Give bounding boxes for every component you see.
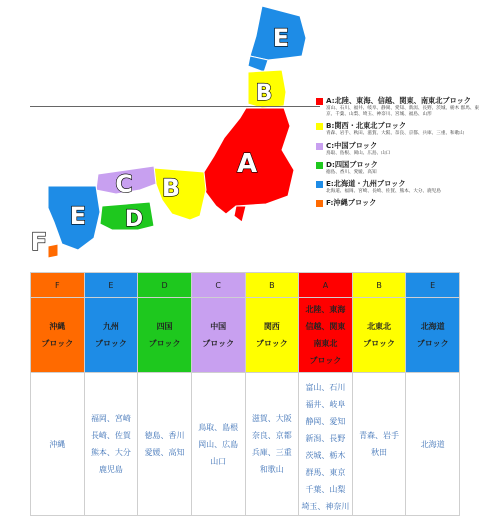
legend-swatch (316, 143, 323, 150)
prefecture-line: 奈良、京都 (251, 431, 292, 440)
table-cell-block-name (245, 298, 299, 373)
table-row-codes (31, 273, 460, 298)
legend-item-a (316, 96, 480, 118)
divider-line (30, 106, 320, 107)
prefecture-line: 滋賀、大阪 (251, 414, 292, 423)
table-cell-block-name (299, 298, 353, 373)
legend-item-f (316, 198, 480, 208)
legend-item-e (316, 179, 480, 195)
table-cell-code: B (352, 273, 406, 298)
prefecture-line: 鹿児島 (98, 465, 123, 474)
table-cell-block-name (31, 298, 85, 373)
okinawa-region (48, 244, 58, 258)
map-label-b-tohoku: B (255, 81, 273, 106)
prefecture-line: 富山、石川 (305, 383, 346, 392)
prefecture-line: 鳥取、島根 (198, 422, 239, 432)
table-cell-prefectures (84, 373, 138, 516)
block-name-line: ブロック (41, 339, 74, 348)
block-name-line: ブロック (202, 339, 235, 348)
prefecture-line: 福井、岐阜 (305, 400, 346, 409)
legend-prefectures: 鳥取、島根、岡山、広島、山口 (326, 150, 391, 156)
legend-swatch (316, 98, 323, 105)
table-cell-code: A (299, 273, 353, 298)
prefecture-line: 山口 (210, 456, 227, 466)
map-label-f: F (30, 228, 48, 256)
block-name-line: 信越、関東 (305, 322, 346, 331)
legend-swatch (316, 123, 323, 130)
map-label-d: D (124, 207, 144, 232)
table-cell-prefectures (138, 373, 192, 516)
block-name-line: 関西 (263, 322, 280, 331)
block-name-line: ブロック (309, 356, 342, 365)
prefecture-line: 福岡、宮崎 (90, 414, 131, 423)
block-name-line: 沖縄 (49, 322, 66, 331)
legend-title: E:北海道・九州ブロック (326, 179, 406, 189)
table-cell-block-name (84, 298, 138, 373)
prefecture-line: 群馬、東京 (305, 468, 346, 477)
region-legend (316, 96, 480, 211)
legend-swatch (316, 200, 323, 207)
map-label-e-hokkaido: E (272, 24, 290, 52)
prefecture-line: 岡山、広島 (198, 439, 239, 449)
legend-title: D:四国ブロック (326, 159, 378, 169)
block-name-line: ブロック (255, 339, 288, 348)
prefecture-line: 青森、岩手 (359, 431, 400, 440)
prefecture-line: 沖縄 (49, 439, 66, 449)
table-cell-code: B (245, 273, 299, 298)
block-name-line: 南東北 (313, 339, 338, 348)
table-cell-block-name (352, 298, 406, 373)
map-label-c: C (115, 170, 133, 198)
table-cell-prefectures (406, 373, 460, 516)
table-cell-prefectures (299, 373, 353, 516)
block-name-line: 北陸、東海 (305, 305, 346, 314)
prefecture-line: 熊本、大分 (90, 448, 131, 457)
table-cell-prefectures (31, 373, 85, 516)
table-cell-prefectures (191, 373, 245, 516)
legend-prefectures: 北海道、福岡、宮崎、長崎、佐賀、熊本、大分、鹿児島 (326, 189, 441, 195)
prefecture-line: 新潟、長野 (305, 434, 346, 443)
legend-item-b (316, 121, 480, 137)
block-name-line: ブロック (95, 339, 127, 348)
table-row-block-names (31, 298, 460, 373)
izu-peninsula (234, 206, 246, 222)
prefecture-line: 千葉、山梨 (305, 485, 346, 494)
table-cell-prefectures (245, 373, 299, 516)
map-label-b-kansai: B (161, 174, 181, 202)
prefecture-line: 茨城、栃木 (305, 451, 346, 460)
prefecture-line: 兵庫、三重 (251, 448, 292, 457)
legend-title: B:関西・北東北ブロック (326, 121, 407, 131)
block-name-line: 中国 (210, 322, 227, 331)
legend-title: C:中国ブロック (326, 140, 378, 150)
block-name-line: 四国 (156, 322, 173, 331)
table-cell-prefectures (352, 373, 406, 516)
legend-swatch (316, 162, 323, 169)
legend-prefectures: 青森、岩手、秋田、滋賀、大阪、奈良、京都、兵庫、三重、和歌山 (326, 131, 464, 137)
map-label-a: A (236, 149, 258, 179)
prefecture-line: 徳島、香川 (144, 431, 185, 440)
region-block-table (30, 272, 460, 516)
legend-prefectures: 富山、石川、福井、岐阜、静岡、愛知、新潟、長野、茨城、栃木 群馬、東京、千葉、山梨、埼玉、神奈川、宮城、福島、山形 (326, 106, 480, 118)
table-cell-code: E (406, 273, 460, 298)
prefecture-line: 北海道 (420, 439, 445, 449)
prefecture-line: 埼玉、神奈川 (301, 502, 350, 511)
table-cell-block-name (406, 298, 460, 373)
table-cell-code: E (84, 273, 138, 298)
table-cell-block-name (138, 298, 192, 373)
prefecture-line: 愛媛、高知 (144, 448, 185, 457)
legend-item-d (316, 160, 480, 176)
block-name-line: 九州 (102, 322, 119, 331)
table-cell-code: C (191, 273, 245, 298)
legend-title: F:沖縄ブロック (326, 198, 377, 208)
legend-item-c (316, 141, 480, 157)
table-row-prefectures (31, 373, 460, 516)
prefecture-line: 和歌山 (259, 465, 284, 474)
map-label-e-kyushu: E (69, 202, 87, 230)
prefecture-line: 静岡、愛知 (305, 417, 346, 426)
table-cell-block-name (191, 298, 245, 373)
block-name-line: ブロック (363, 339, 395, 348)
legend-title: A:北陸、東海、信越、関東、南東北ブロック (326, 96, 471, 105)
legend-prefectures: 徳島、香川、愛媛、高知 (326, 169, 377, 175)
table-cell-code: F (31, 273, 85, 298)
table-cell-code: D (138, 273, 192, 298)
japan-region-map (0, 0, 320, 270)
prefecture-line: 秋田 (371, 448, 388, 457)
prefecture-line: 長崎、佐賀 (90, 431, 131, 440)
block-name-line: 北海道 (420, 322, 445, 331)
legend-swatch (316, 181, 323, 188)
block-name-line: ブロック (148, 339, 181, 348)
block-name-line: ブロック (416, 339, 449, 348)
block-name-line: 北東北 (367, 322, 392, 331)
